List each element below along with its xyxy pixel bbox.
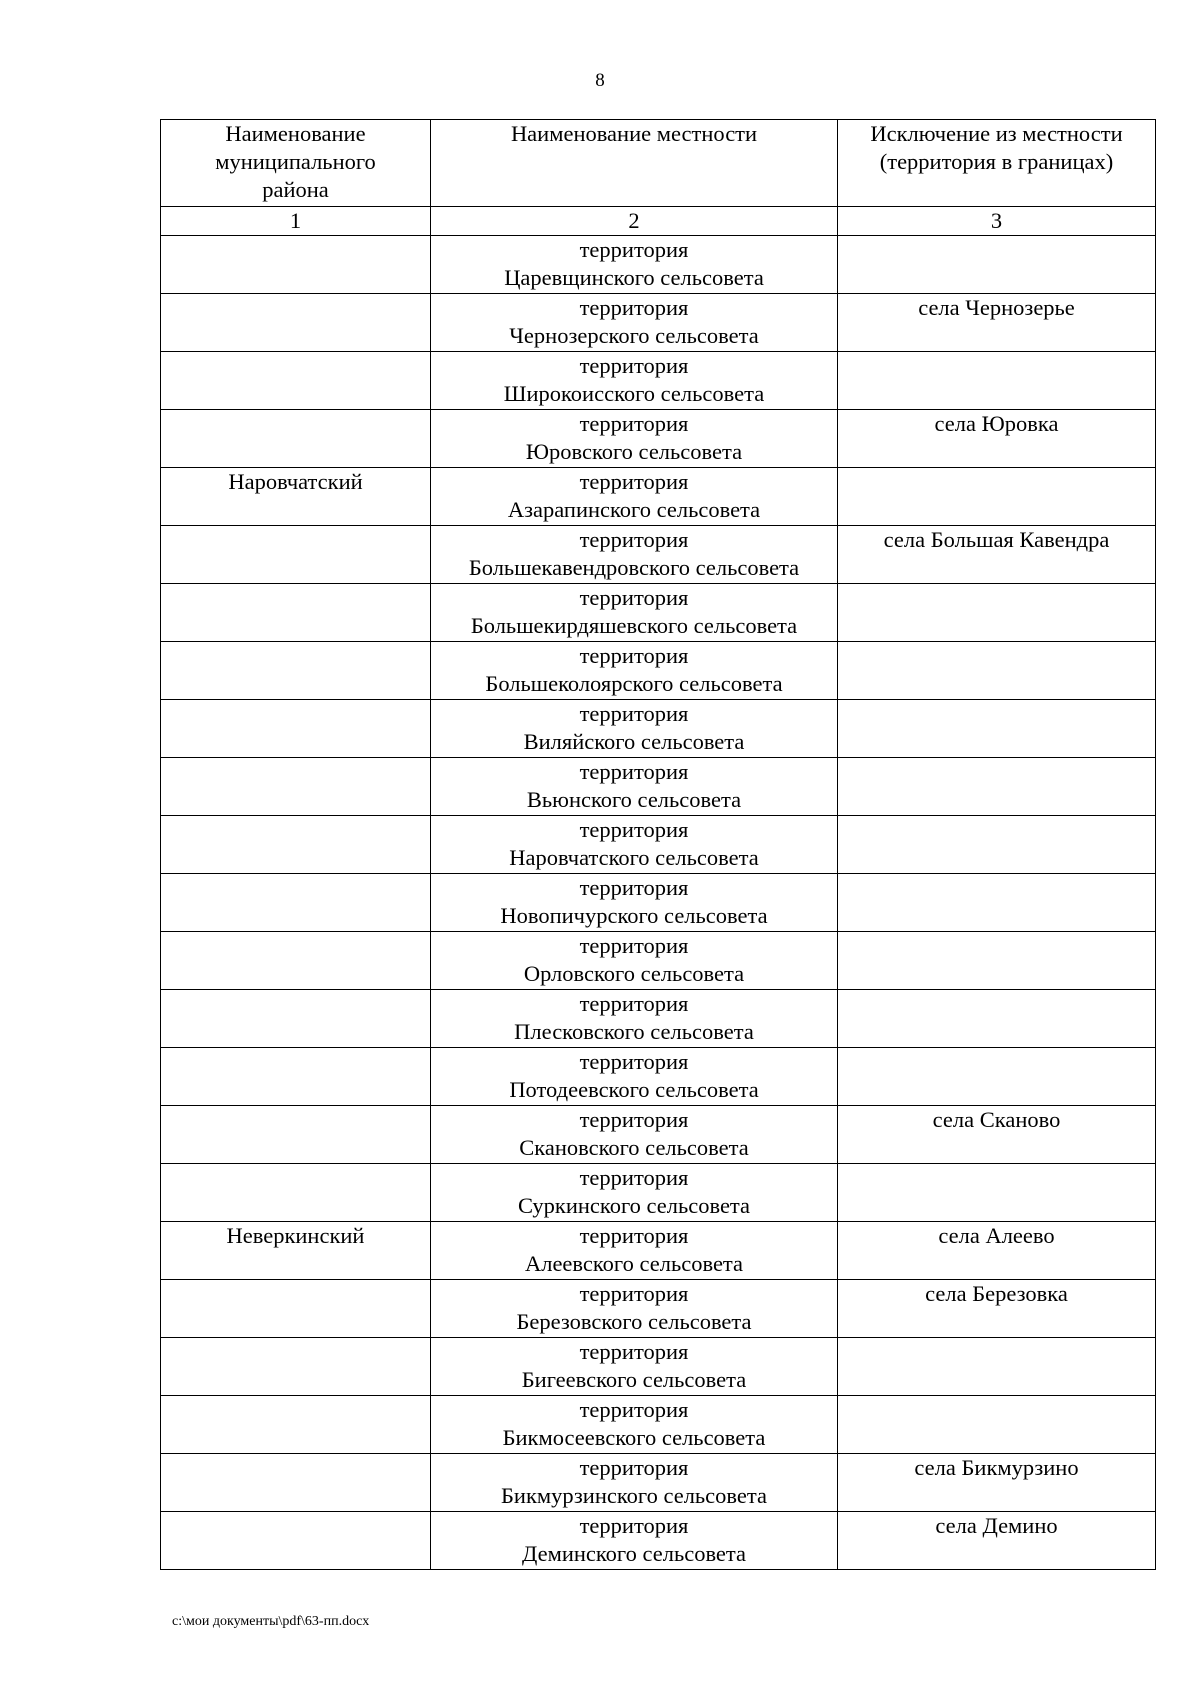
locality-line: Потодеевского сельсовета (509, 1077, 759, 1102)
table-row (161, 1164, 1156, 1222)
district-cell (161, 758, 431, 816)
locality-cell (431, 700, 838, 758)
table-row (161, 1454, 1156, 1512)
locality-line: Бигеевского сельсовета (521, 1367, 747, 1392)
column-number: 1 (161, 207, 431, 236)
exclusion-cell (838, 352, 1156, 410)
district-cell: Неверкинский (161, 1222, 431, 1280)
header-locality-line: Наименование местности (510, 121, 758, 146)
table-row (161, 1048, 1156, 1106)
district-cell: Наровчатский (161, 468, 431, 526)
locality-cell (431, 1164, 838, 1222)
locality-line: Широкоисского сельсовета (503, 381, 765, 406)
locality-line: Орловского сельсовета (523, 961, 745, 986)
column-number: 3 (838, 207, 1156, 236)
table-row (161, 990, 1156, 1048)
table-row (161, 468, 1156, 526)
district-cell (161, 1164, 431, 1222)
table-row (161, 700, 1156, 758)
district-cell (161, 1396, 431, 1454)
locality-line: территория (579, 237, 689, 262)
district-cell (161, 700, 431, 758)
locality-cell (431, 584, 838, 642)
locality-line: Азарапинского сельсовета (507, 497, 761, 522)
header-exclusion (838, 120, 1156, 207)
exclusion-cell (838, 816, 1156, 874)
exclusion-cell: села Чернозерье (838, 294, 1156, 352)
locality-line: территория (579, 643, 689, 668)
locality-line: территория (579, 817, 689, 842)
locality-line: Большеколоярского сельсовета (485, 671, 783, 696)
exclusion-cell (838, 584, 1156, 642)
table-row (161, 932, 1156, 990)
locality-line: территория (579, 295, 689, 320)
locality-cell (431, 642, 838, 700)
locality-line: Бикмосеевского сельсовета (502, 1425, 766, 1450)
locality-cell (431, 468, 838, 526)
district-cell (161, 990, 431, 1048)
exclusion-cell: села Алеево (838, 1222, 1156, 1280)
locality-cell (431, 410, 838, 468)
locality-cell (431, 758, 838, 816)
table-body (161, 236, 1156, 1570)
locality-line: территория (579, 933, 689, 958)
locality-line: территория (579, 411, 689, 436)
district-cell (161, 1512, 431, 1570)
locality-cell (431, 236, 838, 294)
locality-line: Юровского сельсовета (525, 439, 743, 464)
locality-line: Новопичурского сельсовета (500, 903, 768, 928)
locality-line: территория (579, 469, 689, 494)
table-row (161, 352, 1156, 410)
district-cell (161, 1106, 431, 1164)
locality-cell (431, 816, 838, 874)
locality-cell (431, 352, 838, 410)
table-row (161, 1338, 1156, 1396)
locality-line: территория (579, 585, 689, 610)
table-row (161, 1222, 1156, 1280)
locality-cell (431, 1106, 838, 1164)
locality-line: территория (579, 701, 689, 726)
header-district-line: муниципального (215, 149, 376, 174)
exclusion-cell (838, 1338, 1156, 1396)
exclusion-cell (838, 758, 1156, 816)
locality-line: территория (579, 1455, 689, 1480)
table-row (161, 874, 1156, 932)
header-district-line: района (262, 177, 329, 202)
territory-table (160, 119, 1156, 1570)
column-number-row (161, 207, 1156, 236)
exclusion-cell (838, 932, 1156, 990)
table-row (161, 816, 1156, 874)
locality-line: Чернозерского сельсовета (509, 323, 759, 348)
locality-line: Вьюнского сельсовета (526, 787, 742, 812)
exclusion-cell (838, 236, 1156, 294)
locality-cell (431, 1222, 838, 1280)
locality-cell (431, 990, 838, 1048)
locality-line: Березовского сельсовета (516, 1309, 752, 1334)
exclusion-cell (838, 1396, 1156, 1454)
locality-line: территория (579, 1107, 689, 1132)
district-cell (161, 932, 431, 990)
exclusion-cell (838, 700, 1156, 758)
district-cell (161, 294, 431, 352)
table-row (161, 1512, 1156, 1570)
locality-line: Виляйского сельсовета (523, 729, 745, 754)
locality-line: Суркинского сельсовета (517, 1193, 751, 1218)
district-cell (161, 816, 431, 874)
locality-line: территория (579, 1223, 689, 1248)
exclusion-cell (838, 874, 1156, 932)
exclusion-cell (838, 468, 1156, 526)
table-header-row (161, 120, 1156, 207)
locality-cell (431, 1396, 838, 1454)
locality-line: территория (579, 1049, 689, 1074)
locality-cell (431, 294, 838, 352)
locality-line: Большекирдяшевского сельсовета (470, 613, 798, 638)
locality-line: Деминского сельсовета (521, 1541, 747, 1566)
locality-line: территория (579, 991, 689, 1016)
district-cell (161, 236, 431, 294)
locality-line: Алеевского сельсовета (524, 1251, 744, 1276)
locality-line: территория (579, 1339, 689, 1364)
locality-cell (431, 1280, 838, 1338)
locality-line: территория (579, 1513, 689, 1538)
locality-line: Плесковского сельсовета (514, 1019, 754, 1044)
header-district-line: Наименование (225, 121, 366, 146)
locality-line: Царевщинского сельсовета (504, 265, 764, 290)
locality-line: территория (579, 353, 689, 378)
locality-line: Скановского сельсовета (519, 1135, 749, 1160)
district-cell (161, 642, 431, 700)
table-row (161, 1106, 1156, 1164)
locality-line: Большекавендровского сельсовета (468, 555, 800, 580)
locality-cell (431, 1338, 838, 1396)
district-cell (161, 1048, 431, 1106)
locality-line: территория (579, 527, 689, 552)
locality-cell (431, 1048, 838, 1106)
exclusion-cell (838, 1048, 1156, 1106)
exclusion-cell: села Бикмурзино (838, 1454, 1156, 1512)
exclusion-cell (838, 1164, 1156, 1222)
header-district (161, 120, 431, 207)
header-locality (431, 120, 838, 207)
locality-line: территория (579, 759, 689, 784)
table-row (161, 526, 1156, 584)
page-number: 8 (595, 70, 605, 91)
district-cell (161, 352, 431, 410)
locality-cell (431, 1454, 838, 1512)
exclusion-cell (838, 990, 1156, 1048)
locality-line: Бикмурзинского сельсовета (501, 1483, 767, 1508)
locality-cell (431, 526, 838, 584)
district-cell (161, 1338, 431, 1396)
district-cell (161, 874, 431, 932)
table-row (161, 1280, 1156, 1338)
district-cell (161, 584, 431, 642)
district-cell (161, 1454, 431, 1512)
table-row (161, 642, 1156, 700)
district-cell (161, 526, 431, 584)
district-cell (161, 410, 431, 468)
locality-line: территория (579, 1397, 689, 1422)
exclusion-cell: села Большая Кавендра (838, 526, 1156, 584)
exclusion-cell: села Березовка (838, 1280, 1156, 1338)
exclusion-cell: села Юровка (838, 410, 1156, 468)
table-row (161, 236, 1156, 294)
exclusion-cell: села Сканово (838, 1106, 1156, 1164)
locality-line: территория (579, 1281, 689, 1306)
column-number: 2 (431, 207, 838, 236)
table-row (161, 410, 1156, 468)
locality-cell (431, 1512, 838, 1570)
table-row (161, 584, 1156, 642)
table-row (161, 758, 1156, 816)
locality-cell (431, 932, 838, 990)
exclusion-cell (838, 642, 1156, 700)
table-row (161, 294, 1156, 352)
exclusion-cell: села Демино (838, 1512, 1156, 1570)
table-row (161, 1396, 1156, 1454)
district-cell (161, 1280, 431, 1338)
locality-cell (431, 874, 838, 932)
locality-line: территория (579, 875, 689, 900)
header-exclusion-line: Исключение из местности (870, 121, 1123, 146)
locality-line: территория (579, 1165, 689, 1190)
locality-line: Наровчатского сельсовета (509, 845, 759, 870)
footer-file-path: c:\мои документы\pdf\63-пп.docx (172, 1614, 370, 1629)
header-exclusion-line: (территория в границах) (879, 149, 1114, 174)
